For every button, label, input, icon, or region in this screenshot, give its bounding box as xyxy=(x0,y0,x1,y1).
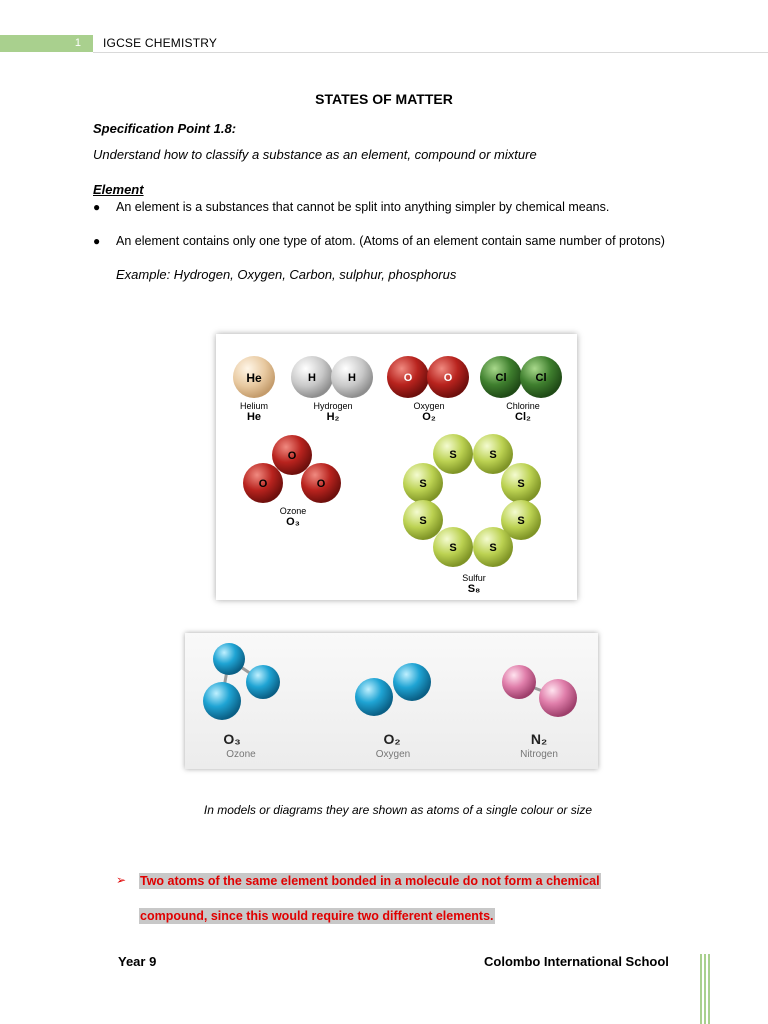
helium-formula: He xyxy=(246,411,262,423)
sulfur-atom-label: S xyxy=(517,515,525,527)
spec-text: Understand how to classify a substance as an element, compound or mixture xyxy=(93,147,537,162)
footer-school: Colombo International School xyxy=(484,954,669,969)
chlorine-molecule xyxy=(480,356,562,423)
molecule-models-diagram xyxy=(185,633,598,769)
ozone-atom-label: O xyxy=(258,478,268,490)
sulfur-molecule xyxy=(403,434,541,595)
oxygen-formula: O₂ xyxy=(422,411,436,423)
nitrogen-model xyxy=(502,665,577,760)
sulfur-formula: S₈ xyxy=(467,583,481,595)
note-line-1: Two atoms of the same element bonded in a molecule do not form a chemical xyxy=(140,874,600,888)
bullet-item xyxy=(93,234,665,248)
example-text: Example: Hydrogen, Oxygen, Carbon, sulphur, phosphorus xyxy=(116,267,457,282)
ozone-atom-label: O xyxy=(316,478,326,490)
helium-molecule xyxy=(233,356,275,423)
element-molecules-figure xyxy=(216,334,577,600)
chlorine-name: Chlorine xyxy=(506,401,540,411)
bullet-text: An element contains only one type of atom. (Atoms of an element contain same number of protons) xyxy=(116,234,665,248)
oxygen-atom-label: O xyxy=(403,372,413,384)
sulfur-atom-label: S xyxy=(489,542,497,554)
oxygen-molecule xyxy=(387,356,469,423)
chlorine-atom-label: Cl xyxy=(495,372,507,384)
figure-caption: In models or diagrams they are shown as atoms of a single colour or size xyxy=(203,803,593,817)
chlorine-atom-label: Cl xyxy=(535,372,547,384)
section-heading-element: Element xyxy=(93,182,144,197)
sulfur-name: Sulfur xyxy=(462,573,486,583)
sulfur-atom-label: S xyxy=(449,449,457,461)
hydrogen-molecule xyxy=(291,356,373,423)
ozone-model-name: Ozone xyxy=(226,749,256,760)
arrow-bullet-icon: ➢ xyxy=(116,873,127,887)
ozone-molecule xyxy=(243,435,341,528)
page-number: 1 xyxy=(74,37,81,49)
footer-year: Year 9 xyxy=(118,954,157,969)
hydrogen-atom-label: H xyxy=(348,372,356,384)
nitrogen-model-name: Nitrogen xyxy=(520,749,558,760)
sulfur-atom-label: S xyxy=(517,478,525,490)
ozone-formula: O₃ xyxy=(286,516,300,528)
sulfur-atom-label: S xyxy=(419,478,427,490)
bullet-dot-icon: ● xyxy=(93,200,101,214)
bullet-item xyxy=(93,200,609,214)
sulfur-atom-label: S xyxy=(449,542,457,554)
hydrogen-name: Hydrogen xyxy=(313,401,353,411)
footer-decoration xyxy=(700,954,712,1024)
ozone-model xyxy=(203,643,280,760)
header-divider xyxy=(93,52,768,53)
spec-heading: Specification Point 1.8: xyxy=(93,121,237,136)
bullet-dot-icon: ● xyxy=(93,234,101,248)
chlorine-formula: Cl₂ xyxy=(515,411,531,423)
element-molecules-diagram xyxy=(216,334,577,600)
sulfur-atom-label: S xyxy=(419,515,427,527)
hydrogen-atom-label: H xyxy=(308,372,316,384)
helium-name: Helium xyxy=(239,401,269,411)
nitrogen-model-formula: N₂ xyxy=(530,731,548,747)
ozone-atom-label: O xyxy=(287,450,297,462)
oxygen-name: Oxygen xyxy=(413,401,445,411)
oxygen-model xyxy=(355,663,431,760)
sulfur-atom-label: S xyxy=(489,449,497,461)
helium-atom-label: He xyxy=(246,371,262,385)
hydrogen-formula: H₂ xyxy=(326,411,340,423)
page-number-badge xyxy=(0,35,93,52)
ozone-model-formula: O₃ xyxy=(223,731,241,747)
page-title: STATES OF MATTER xyxy=(315,91,453,107)
oxygen-model-formula: O₂ xyxy=(383,731,401,747)
ozone-name: Ozone xyxy=(279,506,307,516)
oxygen-atom-label: O xyxy=(443,372,453,384)
bullet-text: An element is a substances that cannot be split into anything simpler by chemical means. xyxy=(116,200,610,214)
molecule-models-figure xyxy=(185,633,598,769)
note-line-2: compound, since this would require two different elements. xyxy=(140,909,494,923)
header-title: IGCSE CHEMISTRY xyxy=(103,36,218,50)
oxygen-model-name: Oxygen xyxy=(375,749,411,760)
